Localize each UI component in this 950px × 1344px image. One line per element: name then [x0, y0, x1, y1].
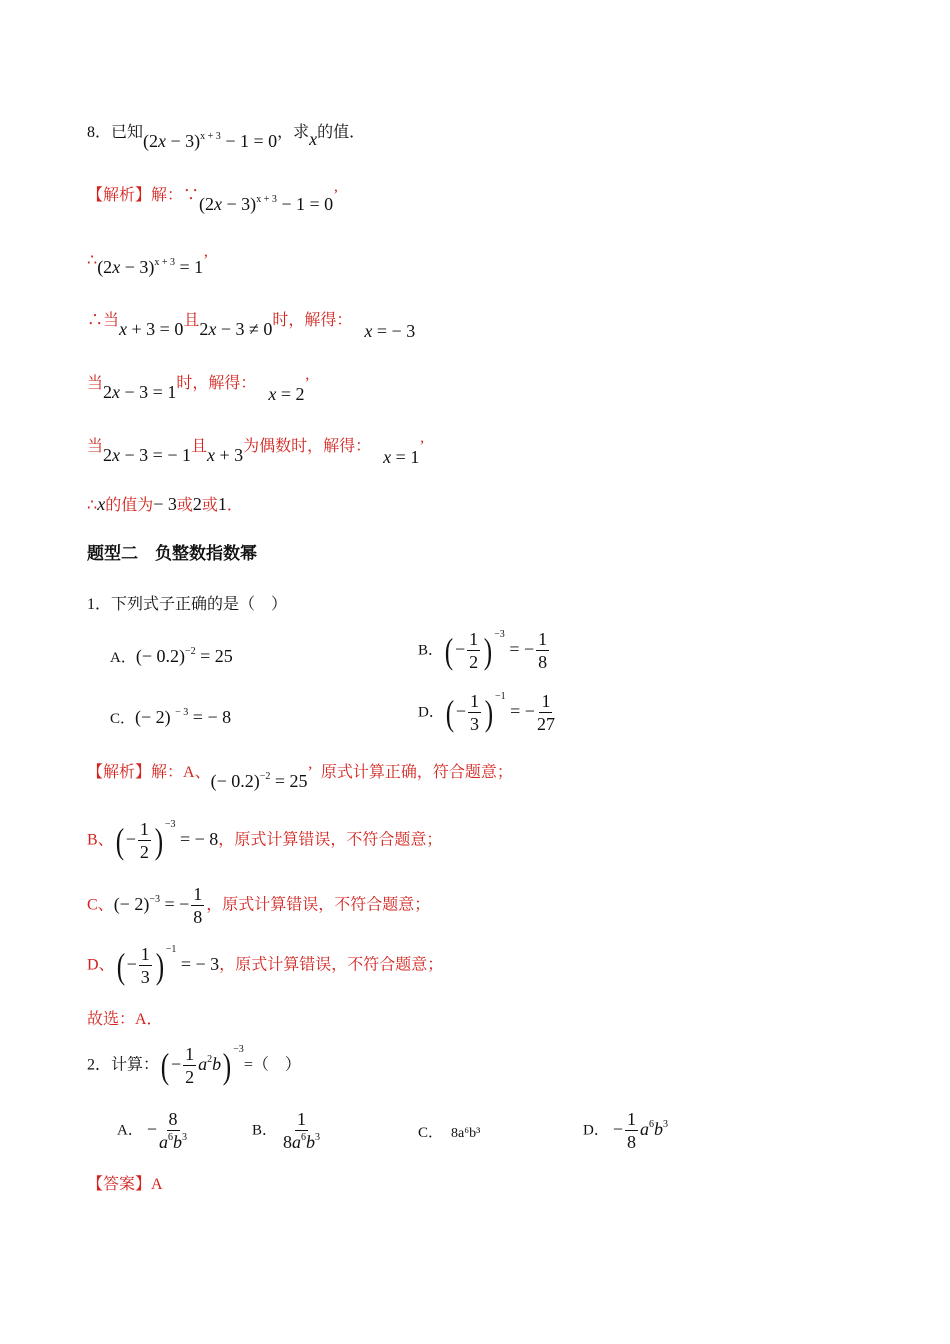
- solution-1-d: D、( − $\frac{1}{3}$ ) $^{-1}$ = − 3，原式计算错误，不符合题意；: [87, 943, 444, 987]
- solution-8-line-4: 当2x − 3 = 1时，解得： x = 2’: [87, 375, 310, 404]
- question-8-number: 8．已知: [87, 124, 144, 141]
- question-1-stem: 1．下列式子正确的是（ ）: [87, 596, 288, 613]
- solution-8-line-1: 【解析】解：∵(2x − 3)$^{x + 3}$ − 1 = 0’: [87, 187, 339, 214]
- answer-2: 【答案】A: [87, 1176, 163, 1193]
- q2-option-c[interactable]: C． 8a⁶b³: [418, 1125, 481, 1141]
- analysis-tag: 【解析】: [87, 187, 152, 204]
- question-8: 8．已知$(2x - 3)^{x + 3} - 1 = 0$，求x的值．: [87, 124, 366, 151]
- q1-option-d[interactable]: D．(− $\frac{1}{3}$ ) $^{-1}$ = − $\frac{1}{27}$: [418, 690, 555, 734]
- solution-1-answer: 故选：A．: [87, 1011, 163, 1028]
- q2-option-d[interactable]: D． − $\frac{1}{8}$ $a^6b^3$: [583, 1109, 668, 1152]
- solution-8-line-2: ∴(2x − 3)$^{x + 3}$ = 1’: [87, 252, 209, 277]
- equation: $(2x - 3)^{x + 3} - 1 = 0$: [143, 131, 278, 151]
- solution-1-a: 【解析】解：A、(− 0.2)$^{-2}$ = 25’ 原式计算正确，符合题意；: [87, 764, 513, 791]
- solution-1-c: C、(− 2)$^{-3}$ = − $\frac{1}{8}$ ，原式计算错误，不符合题意；: [87, 884, 431, 927]
- q1-option-c[interactable]: C．(− 2) $^{- 3}$ = − 8: [110, 707, 232, 727]
- q2-option-a[interactable]: A． − $\frac{8}{a^6b^3}$: [117, 1109, 187, 1152]
- q1-option-a[interactable]: A．(− 0.2)$^{-2}$ = 25: [110, 646, 233, 666]
- q1-option-b[interactable]: B．(− $\frac{1}{2}$ ) $^{-3}$ = − $\frac{1}{8}$: [418, 628, 548, 672]
- q2-option-b[interactable]: B． $\frac{1}{8a^6b^3}$: [252, 1109, 321, 1152]
- solution-8-line-3: ∴当x + 3 = 0且2x − 3 ≠ 0时，解得： x = − 3: [87, 312, 416, 341]
- question-2-stem: 2．计算：(− $\frac{1}{2}$ $a^2b$) $^{-3}$=（ ）: [87, 1043, 301, 1087]
- solution-1-b: B、( − $\frac{1}{2}$ ) $^{-3}$ = − 8，原式计算错误，不符合题意；: [87, 818, 443, 862]
- section-title: 题型二 负整数指数幂: [87, 544, 257, 564]
- solution-8-line-5: 当2x − 3 = − 1且x + 3为偶数时，解得： x = 1’: [87, 438, 425, 467]
- solution-8-conclusion: ∴x的值为− 3或2或1．: [87, 494, 243, 514]
